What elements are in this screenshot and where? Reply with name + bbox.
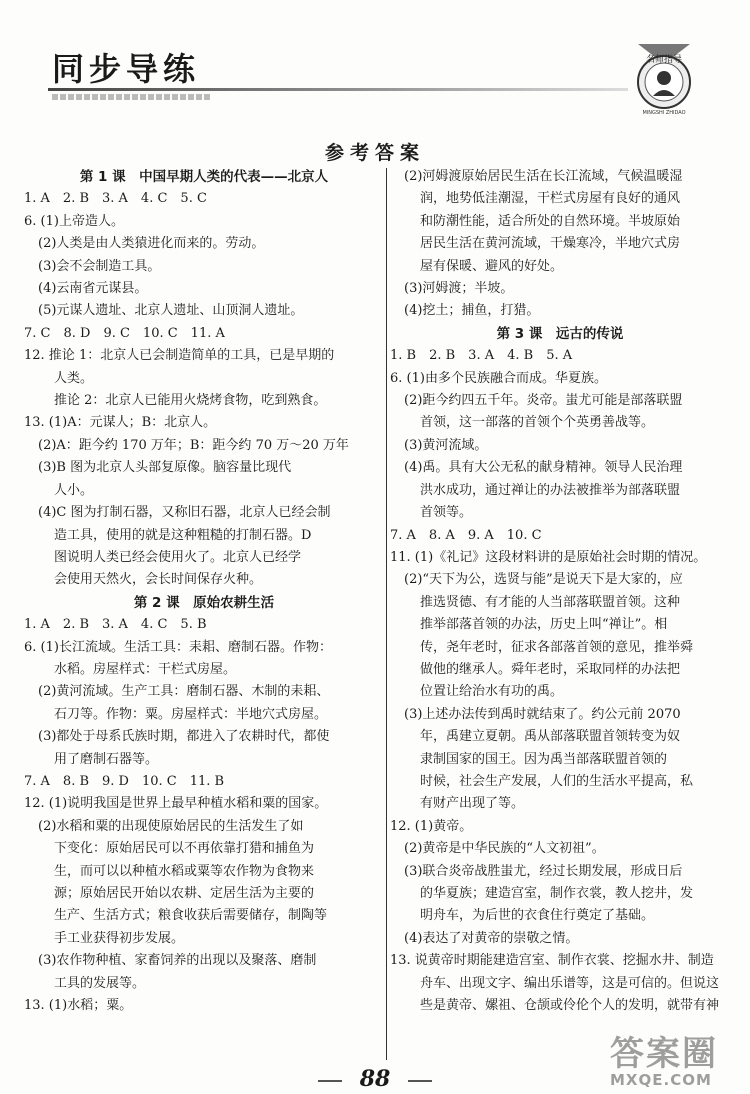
answer-line: 12. (1)说明我国是世界上最早种植水稻和粟的国家。 <box>24 796 328 812</box>
answer-line: 11. (1)《礼记》这段材料讲的是原始社会时期的情况。 <box>390 549 707 565</box>
answer-line: (2)距今约四五千年。炎帝。蚩尤可能是部落联盟 <box>404 393 683 409</box>
page-header <box>0 0 750 130</box>
answer-line: (2)水稻和粟的出现使原始居民的生活发生了如 <box>38 818 304 834</box>
answer-line: 有财产出现了等。 <box>420 796 525 812</box>
watermark-logo-text: 答案圈 <box>610 1034 718 1074</box>
answer-line: 人小。 <box>54 482 94 498</box>
answer-line: 13. (1)A：元谋人；B：北京人。 <box>24 415 217 431</box>
answer-line: 首领，这一部落的首领个个英勇善战等。 <box>420 415 655 431</box>
answers-title: 参考答案 <box>324 142 425 164</box>
answer-line: (2)人类是由人类猿进化而来的。劳动。 <box>38 236 265 252</box>
answer-line: (4)表达了对黄帝的崇敬之情。 <box>404 930 579 946</box>
answer-line: (4)挖土；捕鱼，打猎。 <box>404 303 540 319</box>
answer-line: (3)B 图为北京人头部复原像。脑容量比现代 <box>38 460 292 476</box>
lesson-heading: 第 2 课 原始农耕生活 <box>133 594 275 611</box>
answer-line: 用了磨制石器等。 <box>54 751 159 767</box>
answer-line: 位置让给治水有功的禹。 <box>420 684 564 700</box>
header-dotted-rule <box>52 94 212 100</box>
answer-line: 水稻。房屋样式：干栏式房屋。 <box>54 661 237 677</box>
answer-line: 图说明人类已经会使用火了。北京人已经学 <box>54 549 302 565</box>
answer-line: 年，禹建立夏朝。禹从部落联盟首领转变为奴 <box>420 729 681 745</box>
answer-line: 首领等。 <box>420 505 473 521</box>
answer-line: (2)“天下为公，选贤与能”是说天下是大家的，应 <box>404 572 683 588</box>
left-column <box>24 166 384 1017</box>
answer-line: 1. A 2. B 3. A 4. C 5. B <box>24 617 207 633</box>
answer-line: 1. A 2. B 3. A 4. C 5. C <box>24 191 207 207</box>
answer-line: 6. (1)上帝造人。 <box>24 213 124 229</box>
watermark <box>610 1026 718 1089</box>
answer-line: 居民生活在黄河流域，干燥寒冷，半地穴式房 <box>420 236 681 252</box>
answer-line: 和防潮性能，适合所处的自然环境。半坡原始 <box>420 213 681 229</box>
answer-line: 源；原始居民开始以农耕、定居生活为主要的 <box>54 886 315 901</box>
answer-line: 6. (1)长江流域。生活工具：耒耜、磨制石器。作物： <box>24 639 332 655</box>
answer-line: 生，而可以以种植水稻或粟等农作物为食物来 <box>54 863 315 879</box>
page-ornament-right <box>408 1080 432 1082</box>
answer-line: 石刀等。作物：粟。房屋样式：半地穴式房屋。 <box>54 706 328 722</box>
answer-line: 7. A 8. A 9. A 10. C <box>390 527 542 543</box>
answer-line: 13. (1)水稻；粟。 <box>24 998 133 1014</box>
answer-line: (3)都处于母系氏族时期，都进入了农耕时代，都使 <box>38 729 330 745</box>
answer-line: 推举部落首领的办法，历史上叫“禅让”。相 <box>420 617 668 633</box>
answer-line: (2)黄帝是中华民族的“人文初祖”。 <box>404 841 605 857</box>
answer-line: 洪水成功，通过禅让的办法被推举为部落联盟 <box>420 482 681 498</box>
answer-line: 12. (1)黄帝。 <box>390 818 473 834</box>
answer-line: (4)云南省元谋县。 <box>38 281 148 297</box>
answer-line: (3)河姆渡；半坡。 <box>404 281 514 297</box>
answer-line: 1. B 2. B 3. A 4. B 5. A <box>390 348 573 364</box>
answer-line: 传，尧年老时，征求各部落首领的意见，推举舜 <box>420 639 694 655</box>
answer-line: 6. (1)由多个民族融合而成。华夏族。 <box>390 370 607 386</box>
lesson-heading: 第 1 课 中国早期人类的代表——北京人 <box>79 169 329 185</box>
brand-title: 同步导练 <box>52 50 201 88</box>
answer-line: 手工业获得初步发展。 <box>54 930 185 946</box>
answer-line: (3)农作物种植、家畜饲养的出现以及聚落、磨制 <box>38 953 317 969</box>
answer-line: 推选贤德、有才能的人当部落联盟首领。这种 <box>420 594 681 610</box>
answer-line: 造工具，使用的就是这种粗糙的打制石器。D <box>54 527 312 543</box>
answer-line: (3)黄河流域。 <box>404 437 488 453</box>
answer-line: 些是黄帝、嫘祖、仓颉或伶伦个人的发明，就带有神 <box>420 998 720 1014</box>
badge-sub-text: MINGSHI ZHIDAO <box>642 110 686 116</box>
answer-line: 做他的继承人。舜年老时，采取同样的办法把 <box>420 661 681 677</box>
answer-line: 人类。 <box>54 370 94 386</box>
answer-line: 时候，社会生产发展，人们的生活水平提高，私 <box>420 773 694 789</box>
header-rule <box>48 88 628 91</box>
answer-line: (3)联合炎帝战胜蚩尤，经过长期发展，形成日后 <box>404 863 683 879</box>
answer-line: 12. 推论 1：北京人已会制造简单的工具，已是早期的 <box>24 348 335 364</box>
answer-line: (3)上述办法传到禹时就结束了。约公元前 2070 <box>404 706 681 722</box>
answer-line: (2)黄河流域。生产工具：磨制石器、木制的耒耜、 <box>38 684 330 700</box>
answer-line: 舟车、出现文字、编出乐谱等，这是可信的。但说这 <box>420 975 720 991</box>
answer-line: (4)禹。具有大公无私的献身精神。领导人民治理 <box>404 460 683 476</box>
answer-line: 7. A 8. B 9. D 10. C 11. B <box>24 773 225 789</box>
answer-line: 推论 2：北京人已能用火烧烤食物，吃到熟食。 <box>54 393 327 409</box>
answer-line: (3)会不会制造工具。 <box>38 258 161 274</box>
answer-line: 下变化：原始居民可以不再依靠打猎和捕鱼为 <box>54 841 315 857</box>
answer-line: (2)A：距今约 170 万年；B：距今约 70 万～20 万年 <box>38 437 349 453</box>
answer-line: 润，地势低洼潮湿，干栏式房屋有良好的通风 <box>420 191 681 207</box>
watermark-url: MXQE.COM <box>610 1071 712 1089</box>
teacher-badge-icon <box>624 38 704 118</box>
answer-line: 13. 说黄帝时期能建造宫室、制作衣裳、挖掘水井、制造 <box>390 953 714 969</box>
lesson-heading: 第 3 课 远古的传说 <box>496 325 624 342</box>
answer-line: 隶制国家的国王。因为禹当部落联盟首领的 <box>420 751 668 767</box>
answer-line: 7. C 8. D 9. C 10. C 11. A <box>24 325 225 341</box>
answer-line: 会使用天然火，会长时间保存火种。 <box>54 572 263 588</box>
answer-line: (4)C 图为打制石器，又称旧石器，北京人已经会制 <box>38 505 331 521</box>
answer-line: (5)元谋人遗址、北京人遗址、山顶洞人遗址。 <box>38 303 304 319</box>
column-divider <box>386 168 387 1060</box>
answer-line: 工具的发展等。 <box>54 975 146 991</box>
answer-line: 生产、生活方式；粮食收获后需要储存，制陶等 <box>54 908 328 924</box>
answer-line: 明舟车，为后世的衣食住行奠定了基础。 <box>420 908 655 924</box>
right-column <box>390 166 730 1017</box>
answer-line: 屋有保暖、避风的好处。 <box>420 258 564 274</box>
answer-line: 的华夏族；建造宫室，制作衣裳，教人挖井，发 <box>420 886 694 901</box>
badge-text: 名师指导 <box>645 55 683 65</box>
page-number: 88 <box>359 1066 391 1092</box>
answer-line: (2)河姆渡原始居民生活在长江流域，气候温暖湿 <box>404 169 683 184</box>
